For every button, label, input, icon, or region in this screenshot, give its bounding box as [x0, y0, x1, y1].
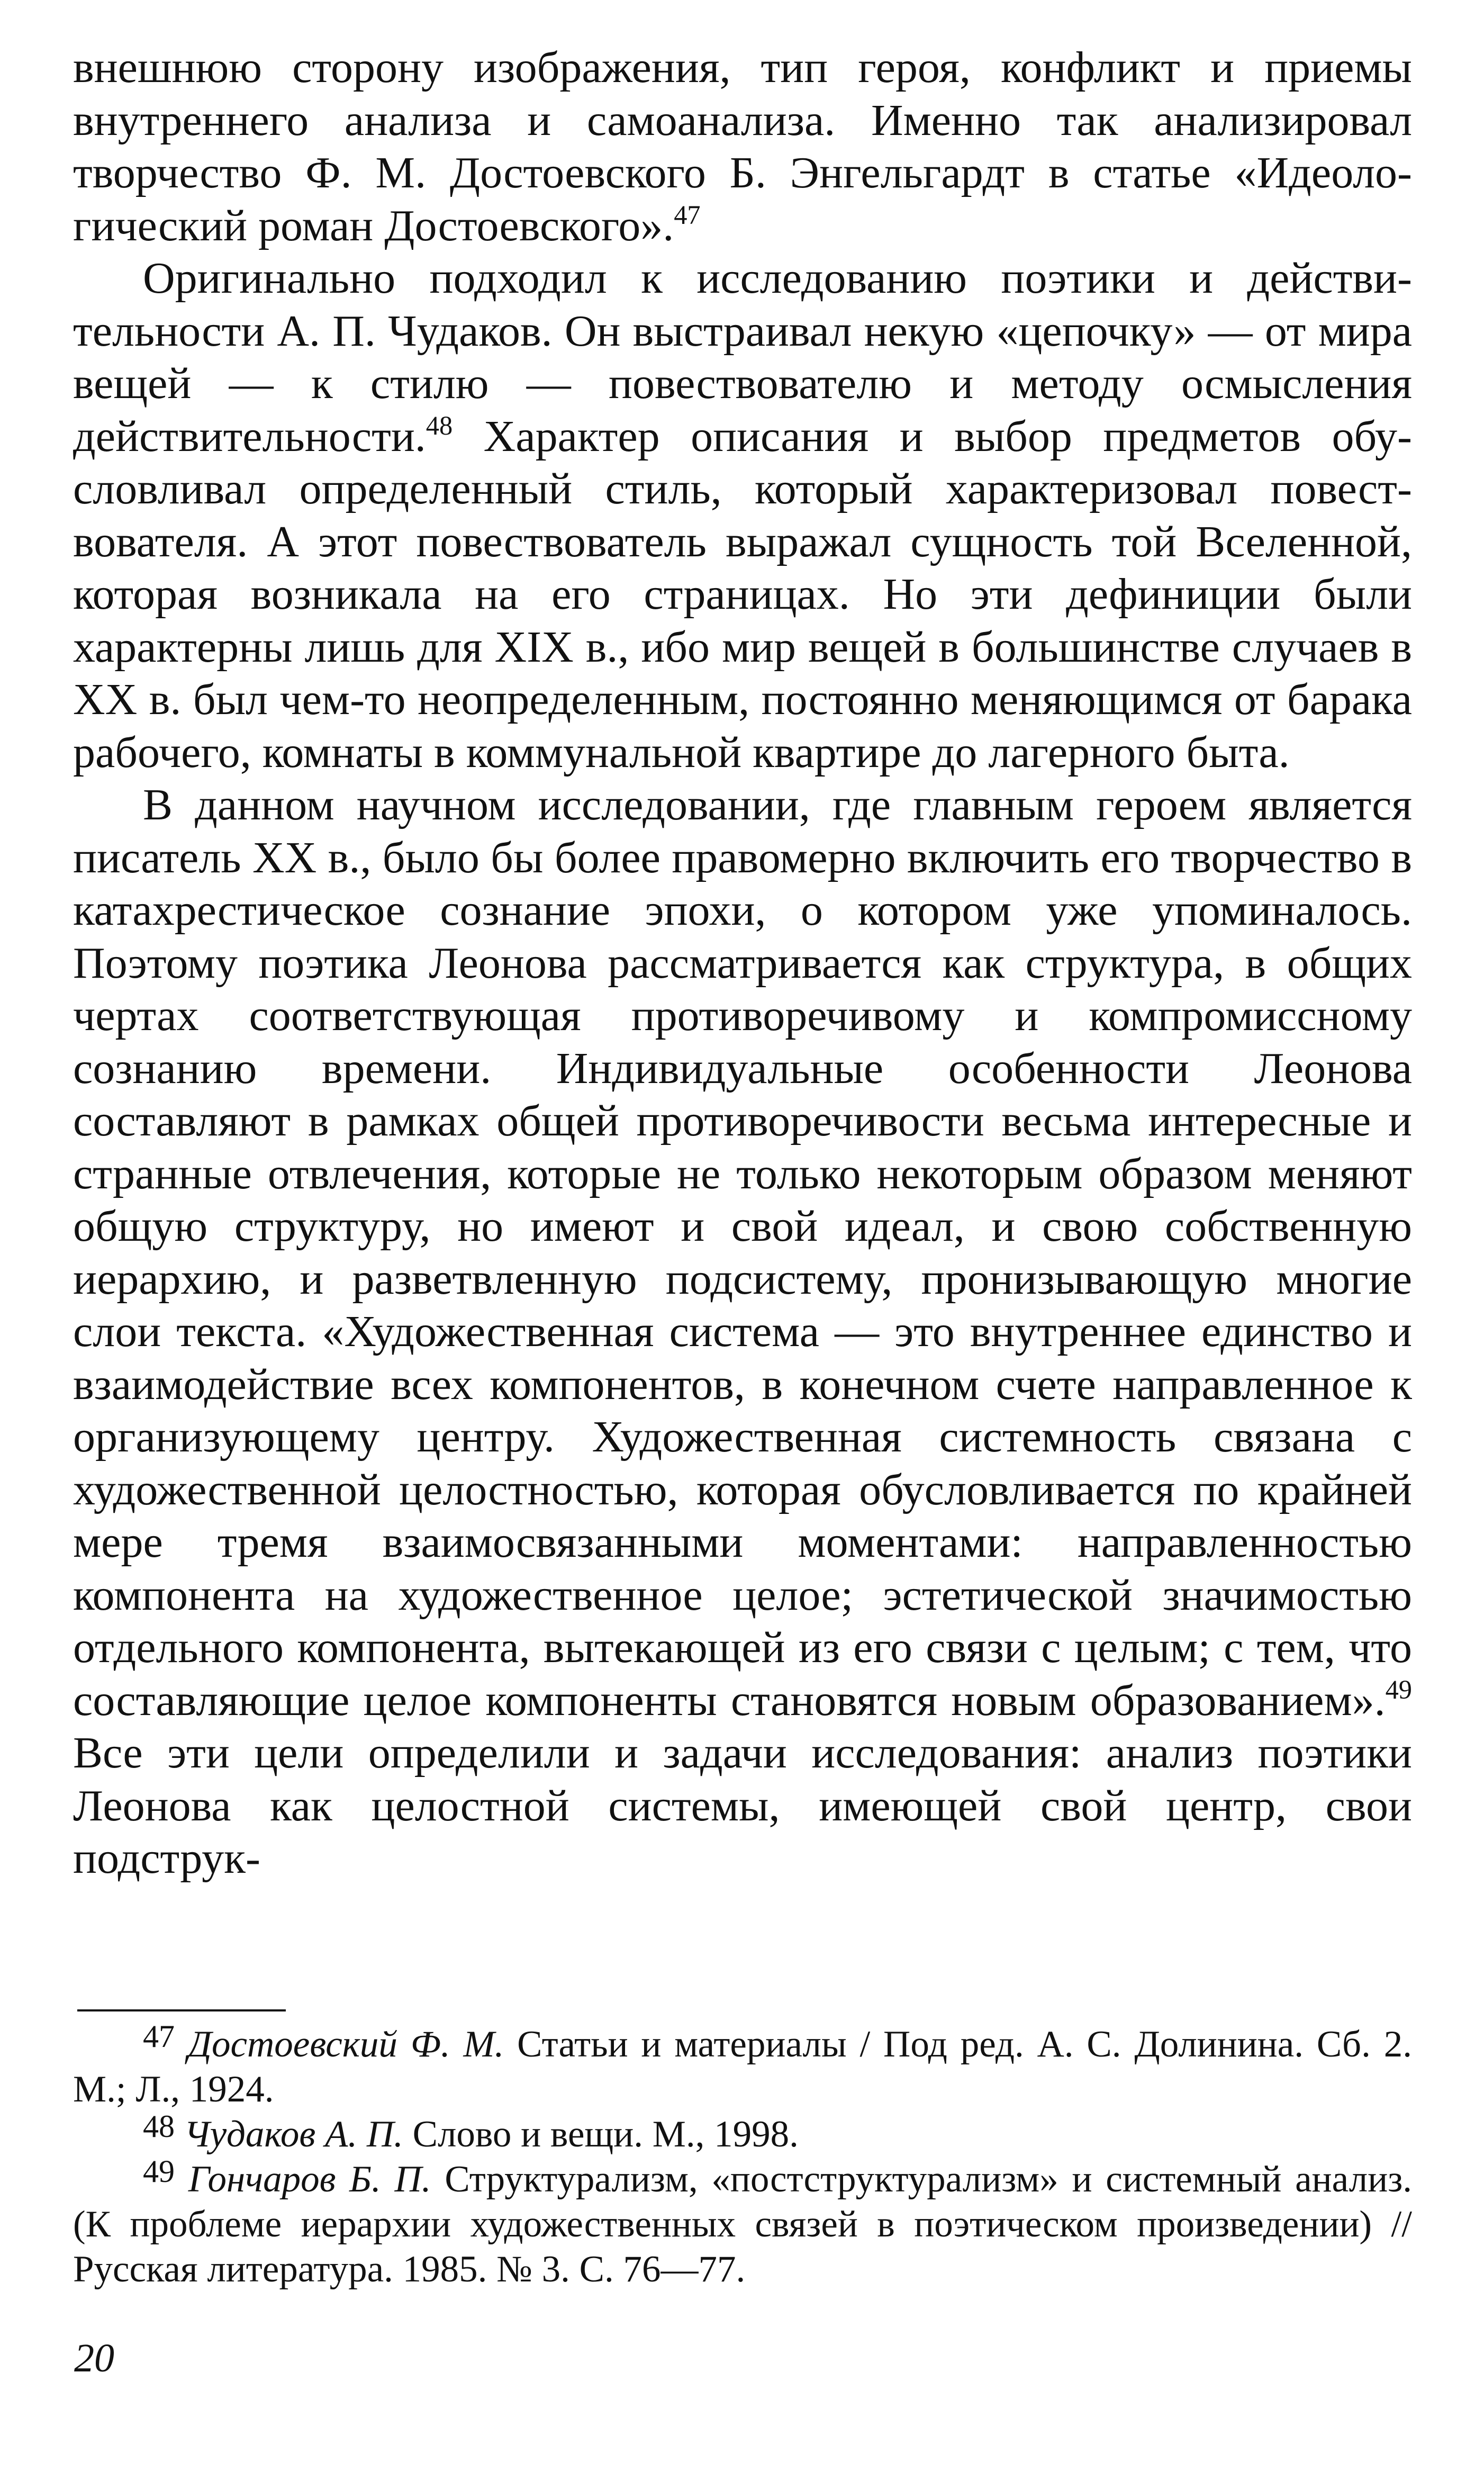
paragraph-text: Оригинально подходил к исследованию поэтики и действительности А. П. Чудаков. Он выстраивал некую «цепочку» — от мира вещей — к стилю — повествователю и методу осмысления действительности. [73, 254, 1412, 461]
footnote-reference: 49 [1385, 1674, 1412, 1704]
paragraph-text: Характер описания и выбор предметов обусловливал определенный стиль, который характеризовал повествователя. А этот повествователь выражал сущность той Вселенной, которая возникала на его страницах. Но эти дефиниции были характерны лишь для XIX в., ибо мир вещей в большинстве случаев в XX в. был чем-то неопределенным, постоянно меняющимся от барака рабочего, комнаты в коммунальной квартире до лагерного быта. [73, 411, 1412, 777]
footnote [73, 2109, 1412, 2157]
paragraph-text: внешнюю сторону изображения, тип героя, конфликт и приемы внутреннего анализа и самоанализа. Именно так анализировал творчество Ф. М. Достоевского Б. Энгельгардт в статье «Идеологический роман Достоевского». [73, 43, 1412, 250]
paragraph-continuation [73, 41, 1412, 252]
footnote-text: Статьи и материалы / Под ред. А. С. Долинина. Сб. 2. М.; Л., 1924. [73, 2024, 1413, 2110]
footnote-separator [77, 2009, 286, 2011]
footnotes [73, 2019, 1413, 2292]
footnote [73, 2154, 1413, 2292]
paragraph-text: Все эти цели определили и задачи исследования: анализ поэтики Леонова как целостной системы, имеющей свой центр, свои подструк- [73, 1728, 1412, 1883]
footnote-reference: 48 [426, 410, 453, 440]
main-text [73, 41, 1412, 1885]
footnote-author: Гончаров Б. П. [188, 2159, 431, 2200]
footnote [73, 2019, 1413, 2112]
paragraph [73, 252, 1412, 779]
paragraph [73, 779, 1412, 1885]
footnote-text: Слово и вещи. М., 1998. [403, 2114, 799, 2155]
footnote-text: Структурализм, «постструктурализм» и системный анализ. (К проблеме иерархии художественных связей в поэтическом произведении) // Русская литература. 1985. № 3. С. 76—77. [73, 2159, 1413, 2290]
paragraph-text: В данном научном исследовании, где главным героем является писатель XX в., было бы более правомерно включить его творчество в катахрестическое сознание эпохи, о котором уже упоминалось. Поэтому поэтика Леонова рассматривается как структура, в общих чертах соответствующая противоречивому и компромиссному сознанию времени. Индивидуальные особенности Леонова составляют в рамках общей противоречивости весьма интересные и странные отвлечения, которые не только некоторым образом меняют общую структуру, но имеют и свой идеал, и свою собственную иерархию, и разветвленную подсистему, пронизывающую многие слои текста. «Художественная система — это внутреннее единство и взаимодействие всех компонентов, в конечном счете направленное к организующему центру. Художественная системность связана с художественной целостностью, которая обусловливается по крайней мере тремя взаимосвязанными моментами: направленностью компонента на художественное целое; эстетической значимостью отдельного компонента, вытекающей из его связи с целым; с тем, что составляющие целое компоненты становятся новым образованием». [73, 780, 1412, 1725]
footnote-author: Достоевский Ф. М. [187, 2024, 504, 2065]
footnote-author: Чудаков А. П. [184, 2114, 403, 2155]
footnote-number: 47 [143, 2019, 175, 2054]
page-number: 20 [74, 2336, 114, 2380]
footnote-reference: 47 [674, 200, 701, 230]
footnote-number: 49 [143, 2154, 175, 2189]
footnote-number: 48 [143, 2109, 175, 2144]
